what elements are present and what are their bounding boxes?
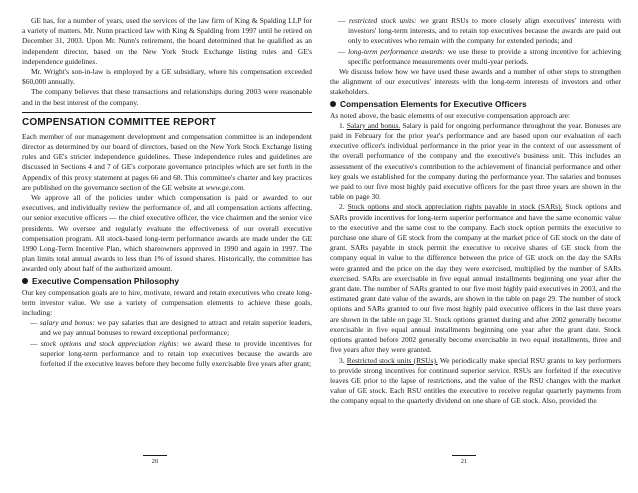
ge-website-link[interactable]: www.ge.com. — [205, 182, 245, 192]
list-item-performance-awards: — long-term performance awards: we use these to provide a strong incentive for achieving specific performance measurements over multi-year periods. — [338, 46, 621, 66]
item-stock-options — [330, 202, 621, 355]
item-heading: Restricted stock units (RSUs). — [346, 355, 438, 365]
item-number: 3. — [339, 355, 347, 365]
desc-salary: we pay salaries that are designed to attract and retain superior leaders, and we pay annual bonuses to reward exceptional performance; — [40, 318, 313, 338]
page-number: 21 — [460, 458, 468, 465]
item-number: 2. — [339, 202, 348, 212]
page-left — [22, 16, 312, 369]
paragraph-wright: Mr. Wright's son-in-law is employed by a GE subsidiary, where his compensation exceeded $60,000 annually. — [22, 67, 312, 87]
committee-members-text: Each member of our management development and compensation committee is an independent director as determined by our board of directors, based on the New York Stock Exchange listing rules and GE's stricter independence guidelines. These independence rules and guidelines are discussed in Sections 4 and 7 of GE's corporate governance principles which are set forth in the Appendix of this proxy statement at pages 66 and 68. This committee's charter and key practices are published on the governance section of the GE website at — [22, 131, 312, 192]
item-rsu — [330, 356, 621, 407]
paragraph-basic-elements: As noted above, the basic elements of our executive compensation approach are: — [330, 110, 570, 120]
term-salary: salary and bonus: — [39, 318, 95, 328]
term-rsu: restricted stock units: — [348, 16, 417, 25]
item-body: Salary is paid for ongoing performance throughout the year. Bonuses are paid in February for the prior year's performance and are based upon our evaluation of each executive officer's individual performance in the prior year in the context of our assessment of the overall performance of the company and the executive's business unit. This includes an assessment of the executive's contribution to the achievement of financial performance and other key goals we established for the company during the performance year. The salaries and bonuses we paid to our five most highly paid executive officers for the past three years are shown in the table on page 30. — [330, 120, 622, 202]
item-body: We periodically make special RSU grants to key performers to provide strong incentives for continued superior service. RSUs are forfeited if the executive leaves GE prior to the lapse of restrictions, and the value of the RSU changes with the market value of GE stock. Each RSU entitles the executive to receive regular quarterly payments from the company equal to the quarterly dividend on one share of GE stock. Also, provided the — [330, 355, 621, 406]
list-item-rsu: — restricted stock units: we grant RSUs to more closely align executives' interests with investors' long-term interests, and to retain top executives because the awards are paid out only to executives who remain with the company for extended periods; and — [338, 16, 622, 46]
paragraph-approve-policies: We approve all of the policies under which compensation is paid or awarded to our executives, and individually review the performance of, and all compensation actions affecting, our senior executive officers — the chief executive officer, the vice chairmen and the senior vice presidents. We oversee and regularly evaluate the effectiveness of our overall executive compensation program. All stock-based long-term performance awards are made under the GE 1990 Long-Term Incentive Plan, which shareowners approved in 1990 and again in 1997. The plan limits total annual awards to less than 1% of issued shares. Historically, the committee has awarded only about half of the authorized amount. — [22, 193, 312, 274]
item-number: 1. — [339, 120, 347, 130]
bullet-icon — [330, 101, 336, 107]
page-footer-left — [143, 455, 167, 465]
item-salary-bonus — [330, 121, 621, 203]
footer-rule — [452, 455, 476, 456]
paragraph-transactions: The company believes that these transactions and relationships during 2003 were reasonable and in the best interest of the company. — [22, 87, 312, 107]
term-options: stock options and stock appreciation rights: — [40, 338, 179, 348]
bullet-icon — [22, 278, 28, 284]
item-heading: Salary and bonus. — [346, 120, 401, 130]
paragraph-alignment: We discuss below how we have used these awards and a number of other steps to strengthen the alignment of our executives' interests with the long-term interests of investors and other stakeholders. — [330, 67, 621, 97]
section-rule — [22, 112, 312, 113]
desc-options: we award these to provide incentives for superior long-term performance and to retain top executives because the awards are forfeited if the executive leaves before they become fully exercisable five years after grant; — [40, 338, 313, 369]
subsection-philosophy — [22, 276, 312, 287]
paragraph-goals: Our key compensation goals are to hire, motivate, reward and retain executives who create long-term investor value. We use a variety of compensation elements to achieve these goals, including: — [22, 287, 312, 318]
subsection-philosophy-title: Executive Compensation Philosophy — [32, 275, 180, 286]
page-number: 20 — [151, 458, 159, 465]
paragraph-king-spalding: GE has, for a number of years, used the services of the law firm of King & Spalding LLP for a variety of matters. Mr. Nunn practiced law with King & Spalding from 1997 until he retired on December 31, 2003. Upon Mr. Nunn's retirement, the board determined that he qualified as an independent director, based on the New York Stock Exchange listing rules and GE's independence guidelines. — [22, 16, 312, 66]
term-performance-awards: long-term performance awards: — [348, 46, 445, 56]
desc-rsu: we grant RSUs to more closely align executives' interests with investors' long-term interests, and to retain top executives because the awards are paid out only to executives who remain with the company for extended periods; and — [348, 16, 622, 46]
list-item-salary: — salary and bonus: we pay salaries that are designed to attract and retain superior leaders, and we pay annual bonuses to reward exceptional performance; — [30, 318, 313, 338]
desc-performance-awards: we use these to provide a strong incentive for achieving specific performance measurements over multi-year periods. — [348, 46, 621, 66]
item-body: Stock options and SARs provide incentives for long-term superior performance and have the same economic value to the executive and the same cost to the company. Each stock option permits the executive to purchase one share of GE stock from the company at the market price of GE stock on the date of grant. SARs payable in stock permit the executive to receive shares of GE stock from the company equal in value to the difference between the price of GE stock on the day the SARs were granted and the price on the day they were exercised, multiplied by the number of SARs exercised. SARs are exercisable in five equal annual installments beginning one year after the grant date. The number of SARs granted to our five most highly paid executives in 2003, and the estimated grant date value of the awards, are shown in the table on page 29. The number of stock options and SARs granted to our five most highly paid executive officers in the last three years are shown in the table on page 31. Stock options granted during and after 2002 generally become exercisable in five equal annual installments beginning one year after the grant date. Stock options granted before 2002 generally become exercisable in two equal installments, three and five years after they were granted. — [330, 202, 622, 355]
page-right — [330, 16, 621, 407]
paragraph-committee-members — [22, 132, 312, 193]
item-heading: Stock options and stock appreciation rights payable in stock (SARs). — [347, 202, 563, 212]
section-title: COMPENSATION COMMITTEE REPORT — [22, 116, 216, 128]
footer-rule — [143, 455, 167, 456]
subsection-elements-title: Compensation Elements for Executive Officers — [340, 98, 527, 109]
list-item-options: — stock options and stock appreciation rights: we award these to provide incentives for superior long-term performance and to retain top executives because the awards are forfeited if the executive leaves before they become fully exercisable five years after grant; — [30, 338, 313, 369]
page-footer-right — [452, 455, 476, 465]
subsection-elements — [330, 99, 621, 110]
